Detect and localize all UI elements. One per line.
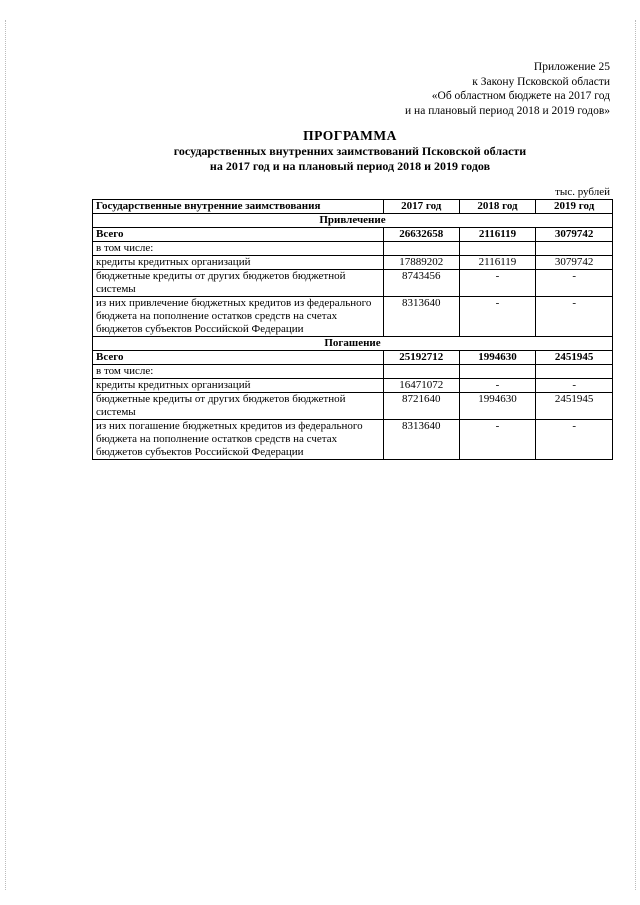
cell-2018 (459, 365, 536, 379)
cell-2019: 3079742 (536, 228, 613, 242)
row-label: бюджетные кредиты от других бюджетов бюджетной системы (93, 270, 384, 297)
cell-2018: - (459, 270, 536, 297)
table-row (93, 270, 613, 297)
scan-edge-right (635, 20, 636, 890)
annex-line: «Об областном бюджете на 2017 год (431, 90, 610, 102)
row-label: бюджетные кредиты от других бюджетов бюджетной системы (93, 393, 384, 420)
row-label: из них погашение бюджетных кредитов из федерального бюджета на пополнение остатков средств на счетах бюджетов субъектов Российской Федерации (93, 420, 384, 460)
cell-2017: 16471072 (383, 379, 459, 393)
annex-reference (405, 60, 610, 118)
row-label: Всего (93, 351, 384, 365)
borrowing-table (92, 199, 613, 460)
table-row (93, 420, 613, 460)
cell-2018: 1994630 (459, 351, 536, 365)
annex-line: Приложение 25 (533, 61, 610, 73)
cell-2017: 8743456 (383, 270, 459, 297)
cell-2017: 26632658 (383, 228, 459, 242)
table-row (93, 228, 613, 242)
title-main: ПРОГРАММА (303, 128, 397, 143)
cell-2017: 8313640 (383, 297, 459, 337)
section-row (93, 337, 613, 351)
cell-2019: - (536, 297, 613, 337)
table-row (93, 256, 613, 270)
row-label: в том числе: (93, 242, 384, 256)
table-row (93, 379, 613, 393)
cell-2017 (383, 242, 459, 256)
scan-edge-left (5, 20, 6, 890)
cell-2017: 8313640 (383, 420, 459, 460)
cell-2018: 2116119 (459, 228, 536, 242)
cell-2019 (536, 242, 613, 256)
cell-2017: 8721640 (383, 393, 459, 420)
cell-2019: 2451945 (536, 351, 613, 365)
table-row (93, 242, 613, 256)
row-label: Всего (93, 228, 384, 242)
row-label: кредиты кредитных организаций (93, 379, 384, 393)
column-header: 2018 год (459, 200, 536, 214)
row-label: из них привлечение бюджетных кредитов из федерального бюджета на пополнение остатков средств на счетах бюджетов субъектов Российской Федерации (93, 297, 384, 337)
row-label: кредиты кредитных организаций (93, 256, 384, 270)
section-title: Погашение (93, 337, 613, 351)
document-title (90, 128, 610, 173)
title-line: на 2017 год и на плановый период 2018 и 2019 годов (209, 158, 491, 173)
cell-2018 (459, 242, 536, 256)
column-header: 2017 год (383, 200, 459, 214)
cell-2019: 3079742 (536, 256, 613, 270)
column-header: Государственные внутренние заимствования (93, 200, 384, 214)
cell-2018: 2116119 (459, 256, 536, 270)
table-row (93, 297, 613, 337)
cell-2019: - (536, 270, 613, 297)
cell-2019: - (536, 420, 613, 460)
annex-line: и на плановый период 2018 и 2019 годов» (405, 104, 610, 117)
title-line: государственных внутренних заимствований Псковской области (173, 144, 527, 158)
cell-2019: - (536, 379, 613, 393)
row-label: в том числе: (93, 365, 384, 379)
units-label: тыс. рублей (555, 186, 610, 198)
table-row (93, 365, 613, 379)
cell-2018: - (459, 420, 536, 460)
table-header-row (93, 200, 613, 214)
cell-2017: 17889202 (383, 256, 459, 270)
cell-2018: - (459, 297, 536, 337)
cell-2018: - (459, 379, 536, 393)
cell-2017 (383, 365, 459, 379)
cell-2019 (536, 365, 613, 379)
column-header: 2019 год (536, 200, 613, 214)
cell-2019: 2451945 (536, 393, 613, 420)
table-row (93, 351, 613, 365)
cell-2017: 25192712 (383, 351, 459, 365)
annex-line: к Закону Псковской области (472, 75, 610, 88)
section-row (93, 214, 613, 228)
section-title: Привлечение (93, 214, 613, 228)
cell-2018: 1994630 (459, 393, 536, 420)
table-row (93, 393, 613, 420)
